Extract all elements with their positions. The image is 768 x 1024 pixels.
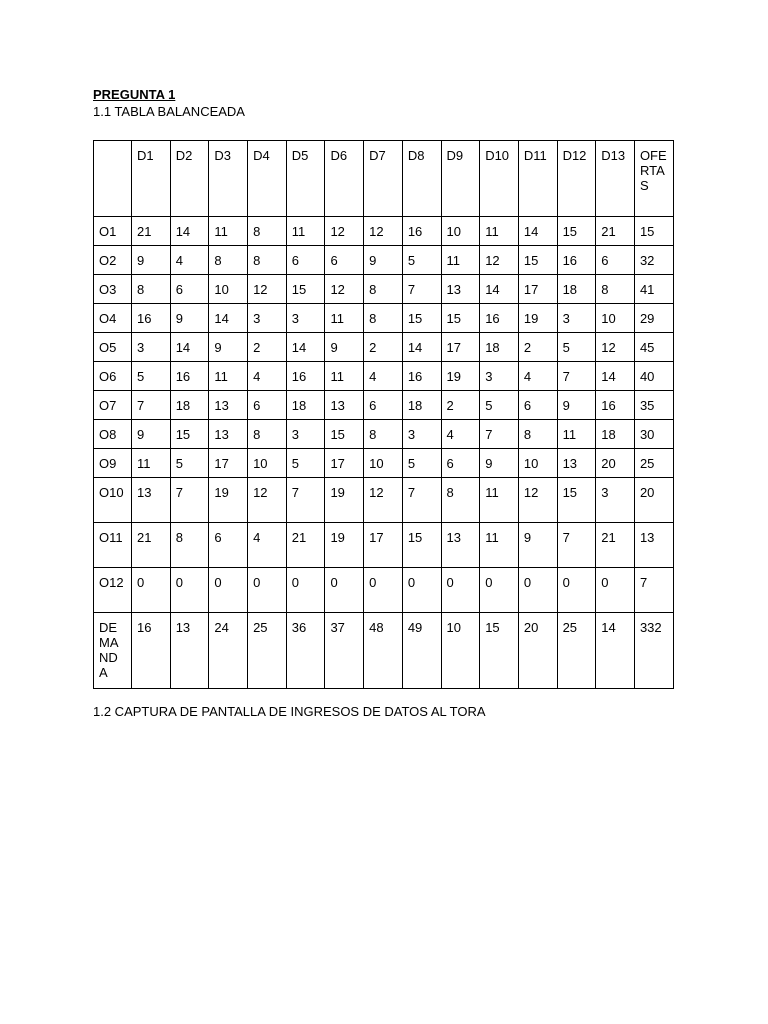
table-cell: 9 (325, 333, 364, 362)
table-cell: 14 (170, 333, 209, 362)
table-cell: 7 (557, 523, 596, 568)
table-row (94, 333, 674, 362)
table-cell: 0 (132, 568, 171, 613)
row-header: O6 (94, 362, 132, 391)
row-header: O4 (94, 304, 132, 333)
column-header: D10 (480, 141, 519, 217)
table-cell: 3 (596, 478, 635, 523)
table-cell: 0 (209, 568, 248, 613)
row-header: O10 (94, 478, 132, 523)
table-cell: 6 (248, 391, 287, 420)
column-header: D3 (209, 141, 248, 217)
table-cell: 49 (402, 613, 441, 689)
table-cell: 16 (132, 613, 171, 689)
table-cell: 4 (518, 362, 557, 391)
table-cell: 3 (132, 333, 171, 362)
table-cell: 0 (441, 568, 480, 613)
table-cell: 16 (402, 217, 441, 246)
table-cell: 7 (634, 568, 673, 613)
table-cell: 11 (132, 449, 171, 478)
table-cell: 15 (402, 523, 441, 568)
row-header: O5 (94, 333, 132, 362)
table-cell: 17 (209, 449, 248, 478)
table-cell: 8 (518, 420, 557, 449)
table-cell: 9 (209, 333, 248, 362)
table-cell: 8 (248, 246, 287, 275)
table-cell: 40 (634, 362, 673, 391)
table-cell: 7 (402, 478, 441, 523)
table-cell: 24 (209, 613, 248, 689)
table-cell: 13 (634, 523, 673, 568)
column-header: D5 (286, 141, 325, 217)
table-row (94, 568, 674, 613)
table-cell: 4 (441, 420, 480, 449)
table-cell: 35 (634, 391, 673, 420)
column-header: D9 (441, 141, 480, 217)
table-cell: 9 (480, 449, 519, 478)
table-cell: 17 (325, 449, 364, 478)
table-cell: 13 (557, 449, 596, 478)
table-cell: 19 (518, 304, 557, 333)
table-cell: 18 (480, 333, 519, 362)
table-cell: 25 (634, 449, 673, 478)
table-cell: 11 (209, 217, 248, 246)
table-cell: 10 (364, 449, 403, 478)
table-row (94, 478, 674, 523)
table-row (94, 391, 674, 420)
table-cell: 8 (248, 217, 287, 246)
table-cell: 17 (364, 523, 403, 568)
table-cell: 8 (132, 275, 171, 304)
column-header: D4 (248, 141, 287, 217)
table-cell: 21 (596, 523, 635, 568)
table-cell: 11 (480, 523, 519, 568)
row-header: O7 (94, 391, 132, 420)
table-cell: 0 (402, 568, 441, 613)
balanced-transport-table (93, 140, 674, 689)
row-header: O1 (94, 217, 132, 246)
table-cell: 7 (286, 478, 325, 523)
table-cell: 4 (364, 362, 403, 391)
column-header: D6 (325, 141, 364, 217)
table-cell: 2 (364, 333, 403, 362)
table-cell: 19 (209, 478, 248, 523)
row-header: O3 (94, 275, 132, 304)
table-cell: 11 (480, 217, 519, 246)
question-heading: PREGUNTA 1 (93, 87, 176, 102)
table-cell: 8 (441, 478, 480, 523)
table-cell: 13 (170, 613, 209, 689)
column-header: D1 (132, 141, 171, 217)
table-cell: 16 (402, 362, 441, 391)
table-cell: 6 (364, 391, 403, 420)
table-cell: 5 (286, 449, 325, 478)
table-cell: 8 (364, 275, 403, 304)
table-row (94, 362, 674, 391)
table-cell: 8 (596, 275, 635, 304)
table-cell: 18 (170, 391, 209, 420)
table-cell: 8 (248, 420, 287, 449)
table-cell: 19 (441, 362, 480, 391)
table-cell: 12 (248, 478, 287, 523)
table-cell: 9 (557, 391, 596, 420)
table-cell: 16 (480, 304, 519, 333)
table-cell: 14 (402, 333, 441, 362)
table-cell: 17 (441, 333, 480, 362)
row-header: O9 (94, 449, 132, 478)
table-cell: 11 (325, 304, 364, 333)
table-cell: 20 (518, 613, 557, 689)
table-cell: 13 (325, 391, 364, 420)
table-cell: 10 (209, 275, 248, 304)
table-cell: 7 (480, 420, 519, 449)
table-cell: 0 (557, 568, 596, 613)
row-header: O2 (94, 246, 132, 275)
table-cell: 3 (557, 304, 596, 333)
table-cell: 15 (634, 217, 673, 246)
table-cell: 48 (364, 613, 403, 689)
table-cell: 32 (634, 246, 673, 275)
table-cell: 16 (170, 362, 209, 391)
table-cell: 0 (325, 568, 364, 613)
table-cell: 5 (557, 333, 596, 362)
table-cell: 17 (518, 275, 557, 304)
table-cell: 9 (518, 523, 557, 568)
table-cell: 19 (325, 523, 364, 568)
table-cell: 5 (480, 391, 519, 420)
column-header: D12 (557, 141, 596, 217)
table-cell: 12 (480, 246, 519, 275)
table-cell: 7 (402, 275, 441, 304)
table-cell: 18 (286, 391, 325, 420)
table-cell: 7 (132, 391, 171, 420)
table-cell: 15 (170, 420, 209, 449)
table-cell: 6 (286, 246, 325, 275)
table-cell: 8 (364, 304, 403, 333)
table-cell: 6 (441, 449, 480, 478)
table-cell: 14 (209, 304, 248, 333)
table-row (94, 523, 674, 568)
table-cell: 2 (248, 333, 287, 362)
table-cell: 12 (596, 333, 635, 362)
table-row (94, 449, 674, 478)
table-cell: 2 (518, 333, 557, 362)
table-cell: 14 (480, 275, 519, 304)
table-cell: 8 (209, 246, 248, 275)
section-title-balanced-table: 1.1 TABLA BALANCEADA (93, 104, 245, 119)
table-cell: 12 (364, 478, 403, 523)
table-cell: 13 (132, 478, 171, 523)
table-cell: 10 (596, 304, 635, 333)
table-cell: 0 (248, 568, 287, 613)
row-header: O12 (94, 568, 132, 613)
table-cell: 13 (441, 523, 480, 568)
table-cell: 8 (364, 420, 403, 449)
table-cell: 21 (596, 217, 635, 246)
table-cell: 15 (325, 420, 364, 449)
table-corner-cell (94, 141, 132, 217)
table-cell: 15 (286, 275, 325, 304)
table-cell: 15 (557, 478, 596, 523)
table-cell: 18 (596, 420, 635, 449)
table-cell: 21 (132, 523, 171, 568)
table-cell: 41 (634, 275, 673, 304)
table-cell: 12 (248, 275, 287, 304)
demand-row (94, 613, 674, 689)
table-cell: 14 (286, 333, 325, 362)
table-cell: 0 (286, 568, 325, 613)
table-cell: 18 (557, 275, 596, 304)
table-cell: 14 (518, 217, 557, 246)
table-cell: 12 (518, 478, 557, 523)
table-cell: 8 (170, 523, 209, 568)
table-cell: 13 (209, 391, 248, 420)
table-row (94, 420, 674, 449)
table-cell: 3 (402, 420, 441, 449)
table-cell: 10 (441, 217, 480, 246)
table-cell: 0 (364, 568, 403, 613)
table-cell: 11 (480, 478, 519, 523)
table-cell: 6 (325, 246, 364, 275)
table-cell: 6 (596, 246, 635, 275)
table-cell: 15 (402, 304, 441, 333)
table-cell: 18 (402, 391, 441, 420)
table-cell: 16 (557, 246, 596, 275)
table-row (94, 275, 674, 304)
table-cell: 19 (325, 478, 364, 523)
row-header: DEMANDA (94, 613, 132, 689)
table-cell: 10 (441, 613, 480, 689)
table-cell: 0 (170, 568, 209, 613)
table-cell: 6 (170, 275, 209, 304)
table-cell: 29 (634, 304, 673, 333)
table-cell: 7 (557, 362, 596, 391)
table-cell: 11 (209, 362, 248, 391)
table-cell: 0 (596, 568, 635, 613)
column-header: D11 (518, 141, 557, 217)
table-cell: 15 (480, 613, 519, 689)
column-header: D13 (596, 141, 635, 217)
table-cell: 6 (209, 523, 248, 568)
table-cell: 9 (170, 304, 209, 333)
table-row (94, 304, 674, 333)
table-cell: 12 (325, 275, 364, 304)
table-cell: 36 (286, 613, 325, 689)
table-cell: 12 (364, 217, 403, 246)
table-cell: 3 (480, 362, 519, 391)
table-cell: 9 (132, 420, 171, 449)
table-cell: 2 (441, 391, 480, 420)
column-header: OFERTAS (634, 141, 673, 217)
table-cell: 21 (132, 217, 171, 246)
table-cell: 15 (441, 304, 480, 333)
table-cell: 11 (325, 362, 364, 391)
column-header: D2 (170, 141, 209, 217)
table-cell: 10 (248, 449, 287, 478)
table-cell: 30 (634, 420, 673, 449)
table-cell: 9 (132, 246, 171, 275)
table-cell: 332 (634, 613, 673, 689)
table-cell: 16 (286, 362, 325, 391)
table-cell: 5 (402, 246, 441, 275)
table-cell: 0 (518, 568, 557, 613)
column-header: D7 (364, 141, 403, 217)
table-cell: 9 (364, 246, 403, 275)
table-cell: 3 (286, 304, 325, 333)
table-cell: 0 (480, 568, 519, 613)
table-cell: 13 (209, 420, 248, 449)
column-header: D8 (402, 141, 441, 217)
table-cell: 4 (248, 362, 287, 391)
table-header-row (94, 141, 674, 217)
table-row (94, 246, 674, 275)
table-cell: 16 (132, 304, 171, 333)
table-cell: 37 (325, 613, 364, 689)
table-cell: 14 (596, 362, 635, 391)
table-cell: 15 (518, 246, 557, 275)
table-cell: 14 (170, 217, 209, 246)
table-cell: 3 (286, 420, 325, 449)
table-cell: 10 (518, 449, 557, 478)
table-cell: 20 (634, 478, 673, 523)
table-cell: 20 (596, 449, 635, 478)
table-row (94, 217, 674, 246)
table-cell: 5 (170, 449, 209, 478)
row-header: O8 (94, 420, 132, 449)
table-cell: 21 (286, 523, 325, 568)
table-cell: 3 (248, 304, 287, 333)
table-cell: 11 (286, 217, 325, 246)
table-cell: 4 (170, 246, 209, 275)
table-cell: 5 (402, 449, 441, 478)
table-cell: 11 (557, 420, 596, 449)
table-cell: 11 (441, 246, 480, 275)
table-cell: 15 (557, 217, 596, 246)
table-cell: 25 (557, 613, 596, 689)
table-cell: 14 (596, 613, 635, 689)
table-cell: 6 (518, 391, 557, 420)
table-cell: 16 (596, 391, 635, 420)
table-cell: 25 (248, 613, 287, 689)
section-title-tora-screenshot: 1.2 CAPTURA DE PANTALLA DE INGRESOS DE DATOS AL TORA (93, 704, 486, 719)
table-cell: 5 (132, 362, 171, 391)
table-cell: 13 (441, 275, 480, 304)
table-cell: 45 (634, 333, 673, 362)
table-cell: 4 (248, 523, 287, 568)
table-cell: 12 (325, 217, 364, 246)
row-header: O11 (94, 523, 132, 568)
table-cell: 7 (170, 478, 209, 523)
